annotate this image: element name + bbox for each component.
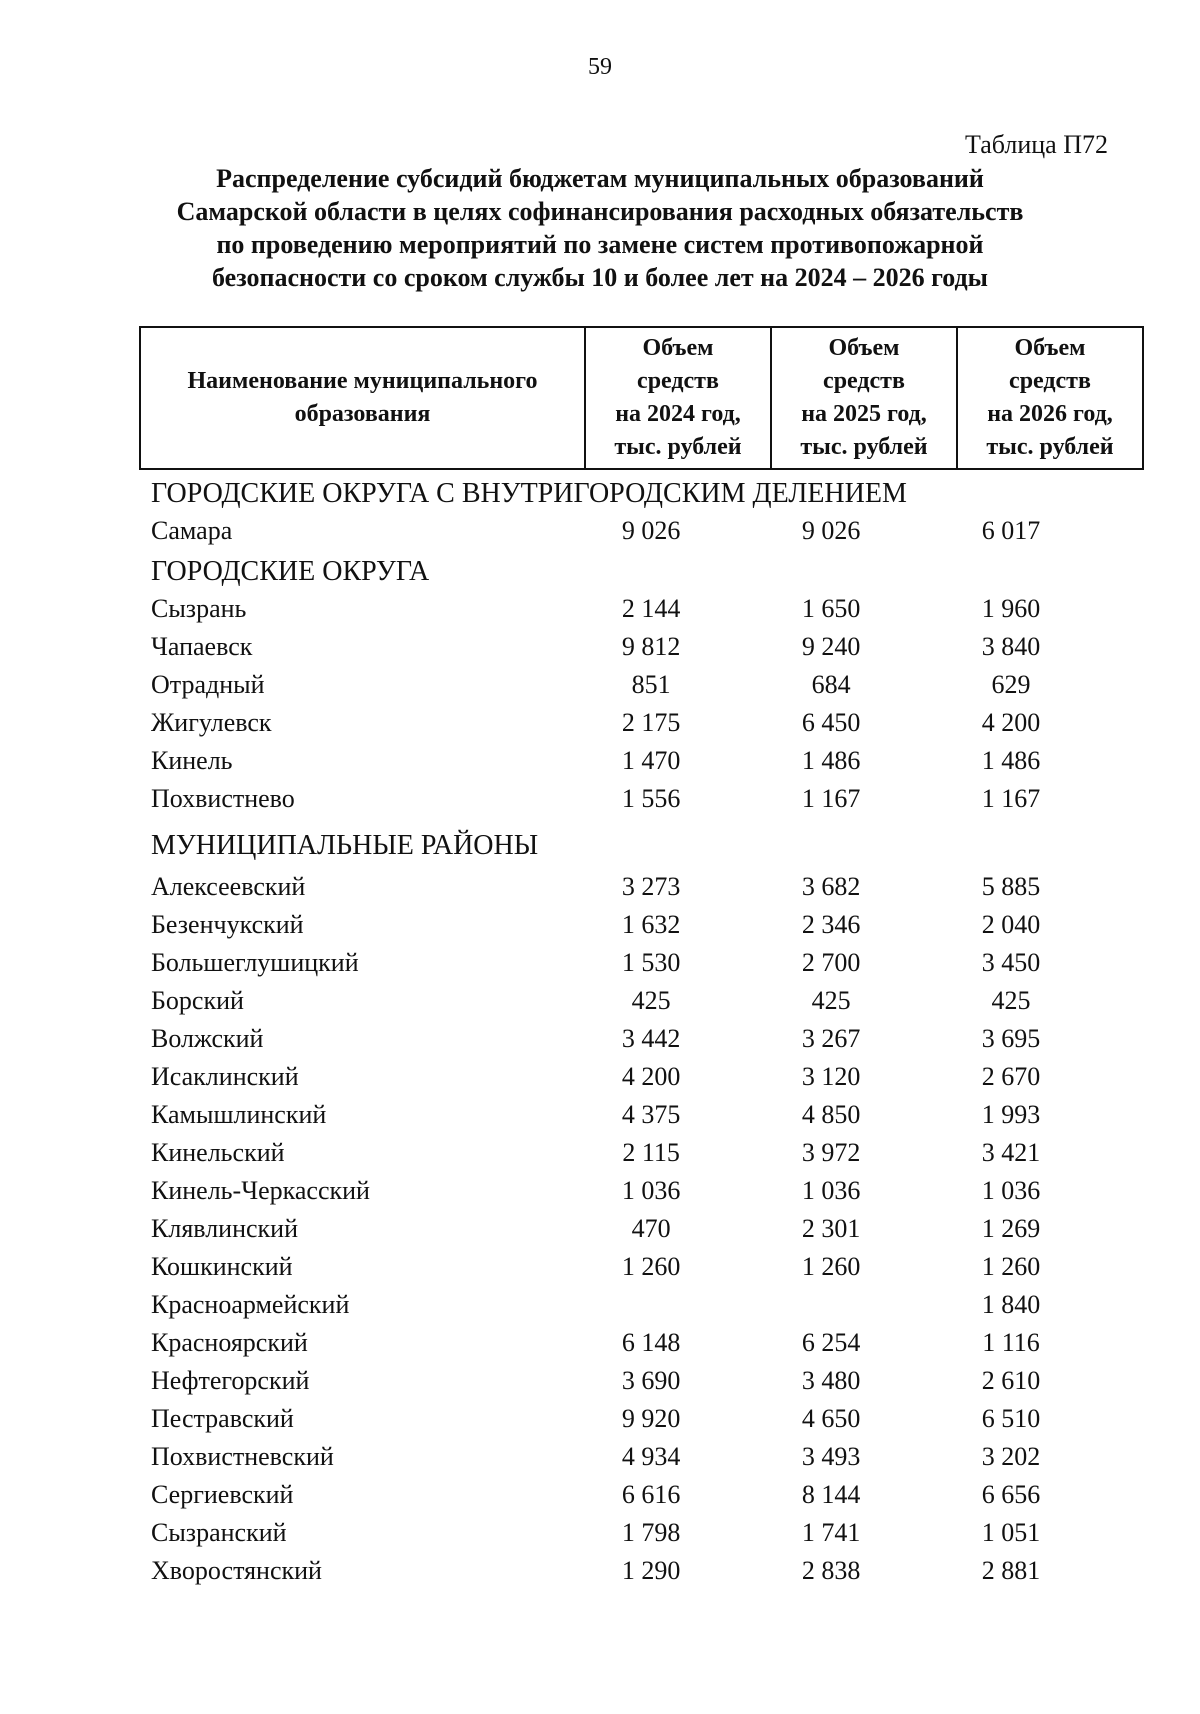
value-2026: 3 202 [981, 1442, 1041, 1471]
value-2024: 1 632 [621, 910, 681, 939]
header-2026-line: Объем [1014, 335, 1086, 361]
value-2025: 1 486 [801, 746, 861, 775]
row-name: Хворостянский [151, 1556, 322, 1585]
title-line: по проведению мероприятий по замене систем противопожарной [216, 230, 984, 259]
value-2025: 6 254 [801, 1328, 861, 1357]
table-row [151, 1324, 1101, 1362]
table-row [151, 512, 1101, 550]
row-name: Алексеевский [151, 872, 306, 901]
row-name: Кинель [151, 746, 233, 775]
value-2025: 2 838 [801, 1556, 861, 1585]
value-2025: 684 [811, 670, 851, 699]
value-2024: 1 470 [621, 746, 681, 775]
table-row [151, 742, 1101, 780]
row-name: Кошкинский [151, 1252, 293, 1281]
value-2024: 470 [631, 1214, 671, 1243]
value-2026: 3 840 [981, 632, 1041, 661]
header-2024 [585, 327, 771, 469]
value-2024: 1 530 [621, 948, 681, 977]
value-2026: 629 [991, 670, 1031, 699]
row-name: Кинель-Черкасский [151, 1176, 370, 1205]
row-name: Похвистневский [151, 1442, 334, 1471]
header-2024-line: Объем [642, 335, 714, 361]
table-label: Таблица П72 [965, 130, 1108, 159]
value-2026: 425 [991, 986, 1031, 1015]
table-row [151, 1058, 1101, 1096]
value-2024: 4 934 [621, 1442, 681, 1471]
value-2024: 3 442 [621, 1024, 681, 1053]
value-2026: 3 421 [981, 1138, 1041, 1167]
value-2025: 6 450 [801, 708, 861, 737]
value-2025: 9 026 [801, 516, 861, 545]
table-row [151, 1172, 1101, 1210]
header-2025-line: средств [823, 368, 905, 394]
value-2025: 1 650 [801, 594, 861, 623]
value-2024 [561, 1286, 741, 1324]
value-2024: 1 036 [621, 1176, 681, 1205]
title-line: Самарской области в целях софинансирования расходных обязательств [176, 197, 1024, 226]
value-2025: 1 167 [801, 784, 861, 813]
header-2026-line: тыс. рублей [986, 434, 1114, 460]
value-2025: 2 700 [801, 948, 861, 977]
table-title [120, 162, 1080, 294]
value-2026: 3 450 [981, 948, 1041, 977]
value-2025: 2 346 [801, 910, 861, 939]
table-row [151, 1514, 1101, 1552]
table-row [151, 1096, 1101, 1134]
section-title: ГОРОДСКИЕ ОКРУГА С ВНУТРИГОРОДСКИМ ДЕЛЕНИЕМ [151, 478, 907, 509]
header-2025-line: Объем [828, 335, 900, 361]
row-name: Волжский [151, 1024, 264, 1053]
row-name: Большеглушицкий [151, 948, 359, 977]
value-2025: 9 240 [801, 632, 861, 661]
row-name: Камышлинский [151, 1100, 327, 1129]
header-2024-line: средств [637, 368, 719, 394]
value-2025: 3 267 [801, 1024, 861, 1053]
value-2026: 1 051 [981, 1518, 1041, 1547]
value-2026: 3 695 [981, 1024, 1041, 1053]
row-name: Сызрань [151, 594, 247, 623]
table-row [151, 666, 1101, 704]
table-row [151, 1400, 1101, 1438]
page-number: 59 [588, 54, 612, 80]
table-row [151, 868, 1101, 906]
value-2026: 1 960 [981, 594, 1041, 623]
row-name: Сызранский [151, 1518, 287, 1547]
value-2026: 1 993 [981, 1100, 1041, 1129]
header-2026 [957, 327, 1143, 469]
value-2026: 6 510 [981, 1404, 1041, 1433]
table-row [151, 1248, 1101, 1286]
value-2024: 9 026 [621, 516, 681, 545]
value-2024: 9 812 [621, 632, 681, 661]
table-row [151, 1134, 1101, 1172]
value-2026: 4 200 [981, 708, 1041, 737]
value-2024: 1 290 [621, 1556, 681, 1585]
value-2025: 4 650 [801, 1404, 861, 1433]
table-row [151, 906, 1101, 944]
value-2026: 1 116 [982, 1328, 1040, 1357]
table-row [151, 780, 1101, 818]
value-2026: 2 881 [981, 1556, 1041, 1585]
value-2024: 4 375 [621, 1100, 681, 1129]
table-row [151, 1210, 1101, 1248]
value-2024: 1 556 [621, 784, 681, 813]
row-name: Чапаевск [151, 632, 253, 661]
table-header [139, 326, 1144, 470]
value-2024: 4 200 [621, 1062, 681, 1091]
row-name: Красноармейский [151, 1290, 350, 1319]
value-2026: 6 656 [981, 1480, 1041, 1509]
value-2026: 2 670 [981, 1062, 1041, 1091]
table-row [151, 628, 1101, 666]
value-2026: 1 167 [981, 784, 1041, 813]
row-name: Отрадный [151, 670, 265, 699]
value-2026: 1 260 [981, 1252, 1041, 1281]
value-2024: 1 798 [621, 1518, 681, 1547]
row-name: Борский [151, 986, 244, 1015]
value-2025: 4 850 [801, 1100, 861, 1129]
title-line: Распределение субсидий бюджетам муниципальных образований [216, 164, 984, 193]
value-2024: 3 690 [621, 1366, 681, 1395]
value-2026: 2 040 [981, 910, 1041, 939]
header-2024-line: тыс. рублей [614, 434, 742, 460]
title-line: безопасности со сроком службы 10 и более лет на 2024 – 2026 годы [212, 263, 988, 292]
value-2024: 851 [631, 670, 671, 699]
value-2025: 1 260 [801, 1252, 861, 1281]
row-name: Самара [151, 516, 233, 545]
row-name: Похвистнево [151, 784, 295, 813]
row-name: Красноярский [151, 1328, 308, 1357]
value-2024: 2 115 [622, 1138, 680, 1167]
value-2025: 3 120 [801, 1062, 861, 1091]
value-2025 [741, 1286, 921, 1324]
row-name: Безенчукский [151, 910, 304, 939]
header-name: Наименование муниципального образования [140, 327, 585, 469]
table-row [151, 1476, 1101, 1514]
value-2026: 6 017 [981, 516, 1041, 545]
value-2025: 3 682 [801, 872, 861, 901]
row-name: Нефтегорский [151, 1366, 310, 1395]
section-title: ГОРОДСКИЕ ОКРУГА [151, 556, 430, 587]
value-2024: 6 148 [621, 1328, 681, 1357]
value-2024: 2 144 [621, 594, 681, 623]
header-2026-line: средств [1009, 368, 1091, 394]
row-name: Клявлинский [151, 1214, 299, 1243]
section-title: МУНИЦИПАЛЬНЫЕ РАЙОНЫ [151, 830, 539, 861]
row-name: Пестравский [151, 1404, 294, 1433]
value-2026: 1 486 [981, 746, 1041, 775]
value-2025: 3 493 [801, 1442, 861, 1471]
value-2024: 425 [631, 986, 671, 1015]
table-row [151, 982, 1101, 1020]
table-row [151, 1552, 1101, 1590]
value-2024: 2 175 [621, 708, 681, 737]
header-2025-line: тыс. рублей [800, 434, 928, 460]
table-row [151, 1362, 1101, 1400]
value-2024: 3 273 [621, 872, 681, 901]
value-2026: 2 610 [981, 1366, 1041, 1395]
value-2025: 3 972 [801, 1138, 861, 1167]
row-name: Сергиевский [151, 1480, 294, 1509]
value-2025: 8 144 [801, 1480, 861, 1509]
table-body [151, 476, 1101, 1590]
value-2026: 1 840 [981, 1290, 1041, 1319]
value-2025: 3 480 [801, 1366, 861, 1395]
value-2025: 1 741 [801, 1518, 861, 1547]
value-2025: 2 301 [801, 1214, 861, 1243]
table-row [151, 1438, 1101, 1476]
value-2024: 1 260 [621, 1252, 681, 1281]
header-2026-line: на 2026 год, [987, 401, 1113, 427]
table-row [151, 944, 1101, 982]
table-row [151, 704, 1101, 742]
table-row [151, 1286, 1101, 1324]
row-name: Исаклинский [151, 1062, 299, 1091]
value-2026: 1 036 [981, 1176, 1041, 1205]
header-2025 [771, 327, 957, 469]
value-2026: 1 269 [981, 1214, 1041, 1243]
row-name: Кинельский [151, 1138, 285, 1167]
value-2025: 1 036 [801, 1176, 861, 1205]
value-2025: 425 [811, 986, 851, 1015]
table-row [151, 1020, 1101, 1058]
table-row [151, 590, 1101, 628]
value-2026: 5 885 [981, 872, 1041, 901]
row-name: Жигулевск [151, 708, 272, 737]
header-2024-line: на 2024 год, [615, 401, 741, 427]
header-2025-line: на 2025 год, [801, 401, 927, 427]
value-2024: 6 616 [621, 1480, 681, 1509]
value-2024: 9 920 [621, 1404, 681, 1433]
